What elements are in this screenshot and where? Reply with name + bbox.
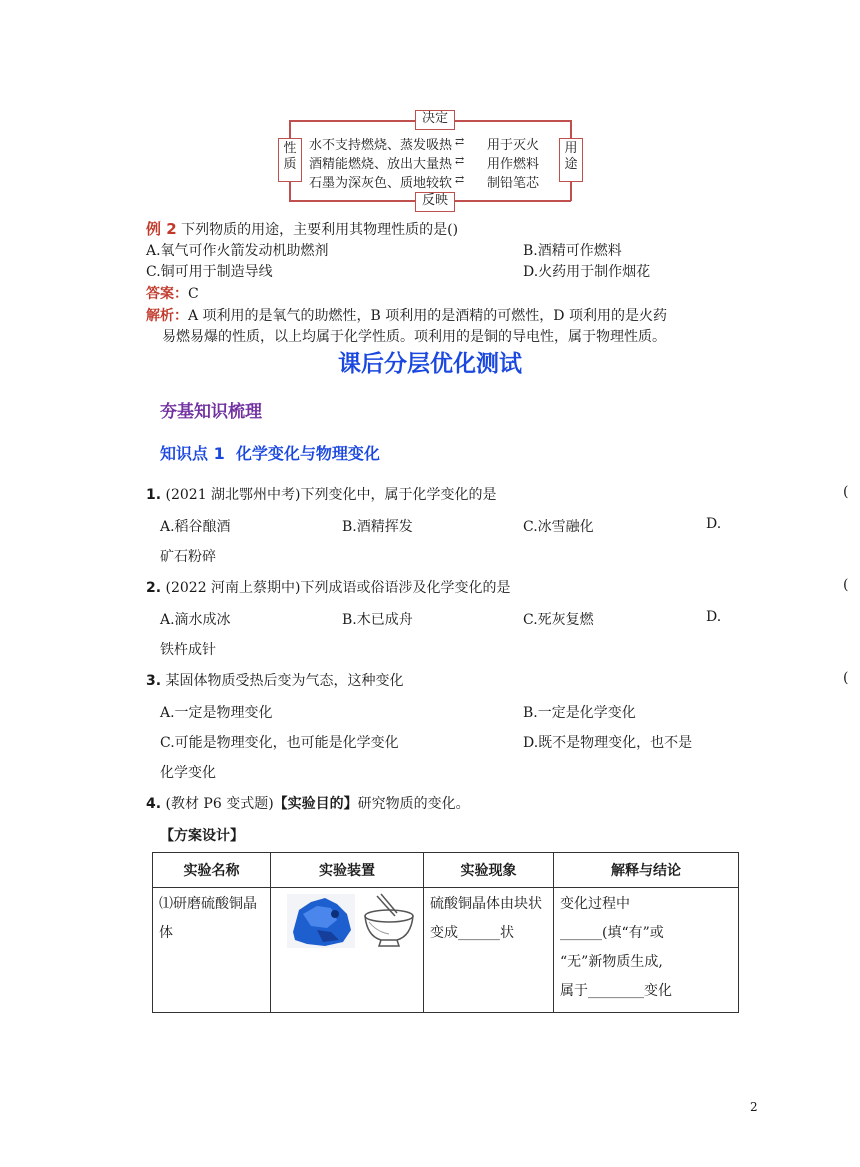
question-text: 研究物质的变化。 [357,796,470,812]
diagram-use-2: 用作燃料 [487,157,540,172]
example-2-line [146,218,458,239]
example-question: 下列物质的用途，主要利用其物理性质的是() [181,222,459,238]
q2-option-b: B.木已成舟 [342,612,413,628]
q1-option-b: B.酒精挥发 [342,519,413,535]
question-number: 1. [146,487,162,503]
question-prefix: (教材 P6 变式题) [165,796,274,812]
diagram-right-label: 用途 [559,138,583,182]
option-c: C.铜可用于制造导线 [146,264,273,280]
diagram-property-2: 酒精能燃烧、放出大量热 [309,157,453,172]
page-number: 2 [750,1100,758,1114]
section-title: 课后分层优化测试 [338,351,522,377]
question-number: 2. [146,580,162,596]
subsection-title: 夯基知识梳理 [160,402,262,422]
conclusion-line: ______(填“有”或 [560,925,664,941]
question-3 [146,670,404,690]
double-arrow-icon: ⇄ [455,135,465,148]
table-header: 实验现象 [424,853,554,888]
option-d: D.火药用于制作烟花 [523,264,651,280]
experiment-name-line: ⑴研磨硫酸铜晶 [159,896,257,912]
knowledge-point-title: 知识点 1 化学变化与物理变化 [160,444,380,463]
experiment-name-line: 体 [159,925,173,941]
phenomenon-cell [424,888,554,1013]
question-text: (2022 河南上蔡期中)下列成语或俗语涉及化学变化的是 [165,580,511,596]
q3-option-d-cont: 化学变化 [160,765,216,781]
experiment-table [152,852,739,1013]
question-1 [146,484,497,504]
table-header: 解释与结论 [554,853,739,888]
diagram-property-3: 石墨为深灰色、质地较软 [309,176,453,191]
apparatus-images [277,892,417,950]
analysis-text-1: A 项利用的是氧气的助燃性，B 项利用的是酒精的可燃性，D 项利用的是火药 [188,308,667,324]
phenomenon-line: 变成______状 [430,925,514,941]
copper-sulfate-crystal-image [287,894,355,948]
table-header: 实验装置 [271,853,424,888]
answer-label: 答案： [146,286,188,302]
answer-line [146,283,199,303]
q2-option-c: C.死灰复燃 [523,612,594,628]
table-row [153,888,739,1013]
table-header: 实验名称 [153,853,271,888]
property-use-diagram [275,108,585,214]
plan-label: 【方案设计】 [160,828,244,844]
question-number: 4. [146,796,162,812]
question-number: 3. [146,673,162,689]
conclusion-line: 属于________变化 [560,983,672,999]
analysis-text-2: 易燃易爆的性质，以上均属于化学性质。项利用的是铜的导电性，属于物理性质。 [162,329,666,345]
q3-option-b: B.一定是化学变化 [523,705,636,721]
apparatus-cell [271,888,424,1013]
answer-paren: ( [843,484,849,500]
q1-option-c: C.冰雪融化 [523,519,594,535]
diagram-bottom-label: 反映 [415,192,455,212]
question-text: 某固体物质受热后变为气态，这种变化 [165,673,404,689]
conclusion-line: 变化过程中 [560,896,630,912]
diagram-use-1: 用于灭火 [487,138,540,153]
analysis-line-1 [146,305,667,325]
question-2 [146,577,511,597]
double-arrow-icon: ⇄ [455,154,465,167]
q3-option-c: C.可能是物理变化，也可能是化学变化 [160,735,399,751]
option-a: A.氧气可作火箭发动机助燃剂 [146,243,329,259]
answer-paren: ( [843,670,849,686]
q1-option-a: A.稻谷酿酒 [160,519,231,535]
diagram-top-label: 决定 [415,110,455,130]
table-header-row [153,853,739,888]
q2-option-d: D. [706,609,722,625]
diagram-left-label: 性质 [278,138,302,182]
q2-option-d-cont: 铁杵成针 [160,642,216,658]
question-tag: 【实验目的】 [273,796,358,812]
question-4 [146,793,470,813]
double-arrow-icon: ⇄ [455,173,465,186]
q2-option-a: A.滴水成冰 [160,612,231,628]
answer-value: C [188,286,199,302]
conclusion-cell [554,888,739,1013]
diagram-use-3: 制铅笔芯 [487,176,540,191]
option-b: B.酒精可作燃料 [523,243,622,259]
analysis-label: 解析： [146,308,188,324]
q1-option-d-cont: 矿石粉碎 [160,549,216,565]
experiment-name-cell [153,888,271,1013]
conclusion-line: “无”新物质生成, [560,954,663,970]
q3-option-a: A.一定是物理变化 [160,705,273,721]
answer-paren: ( [843,577,849,593]
example-label: 例 2 [146,220,177,238]
phenomenon-line: 硫酸铜晶体由块状 [430,896,542,912]
q1-option-d: D. [706,516,722,532]
mortar-pestle-icon [365,894,413,946]
question-text: (2021 湖北鄂州中考)下列变化中，属于化学变化的是 [165,487,497,503]
q3-option-d: D.既不是物理变化，也不是 [523,735,693,751]
diagram-property-1: 水不支持燃烧、蒸发吸热 [309,138,453,153]
